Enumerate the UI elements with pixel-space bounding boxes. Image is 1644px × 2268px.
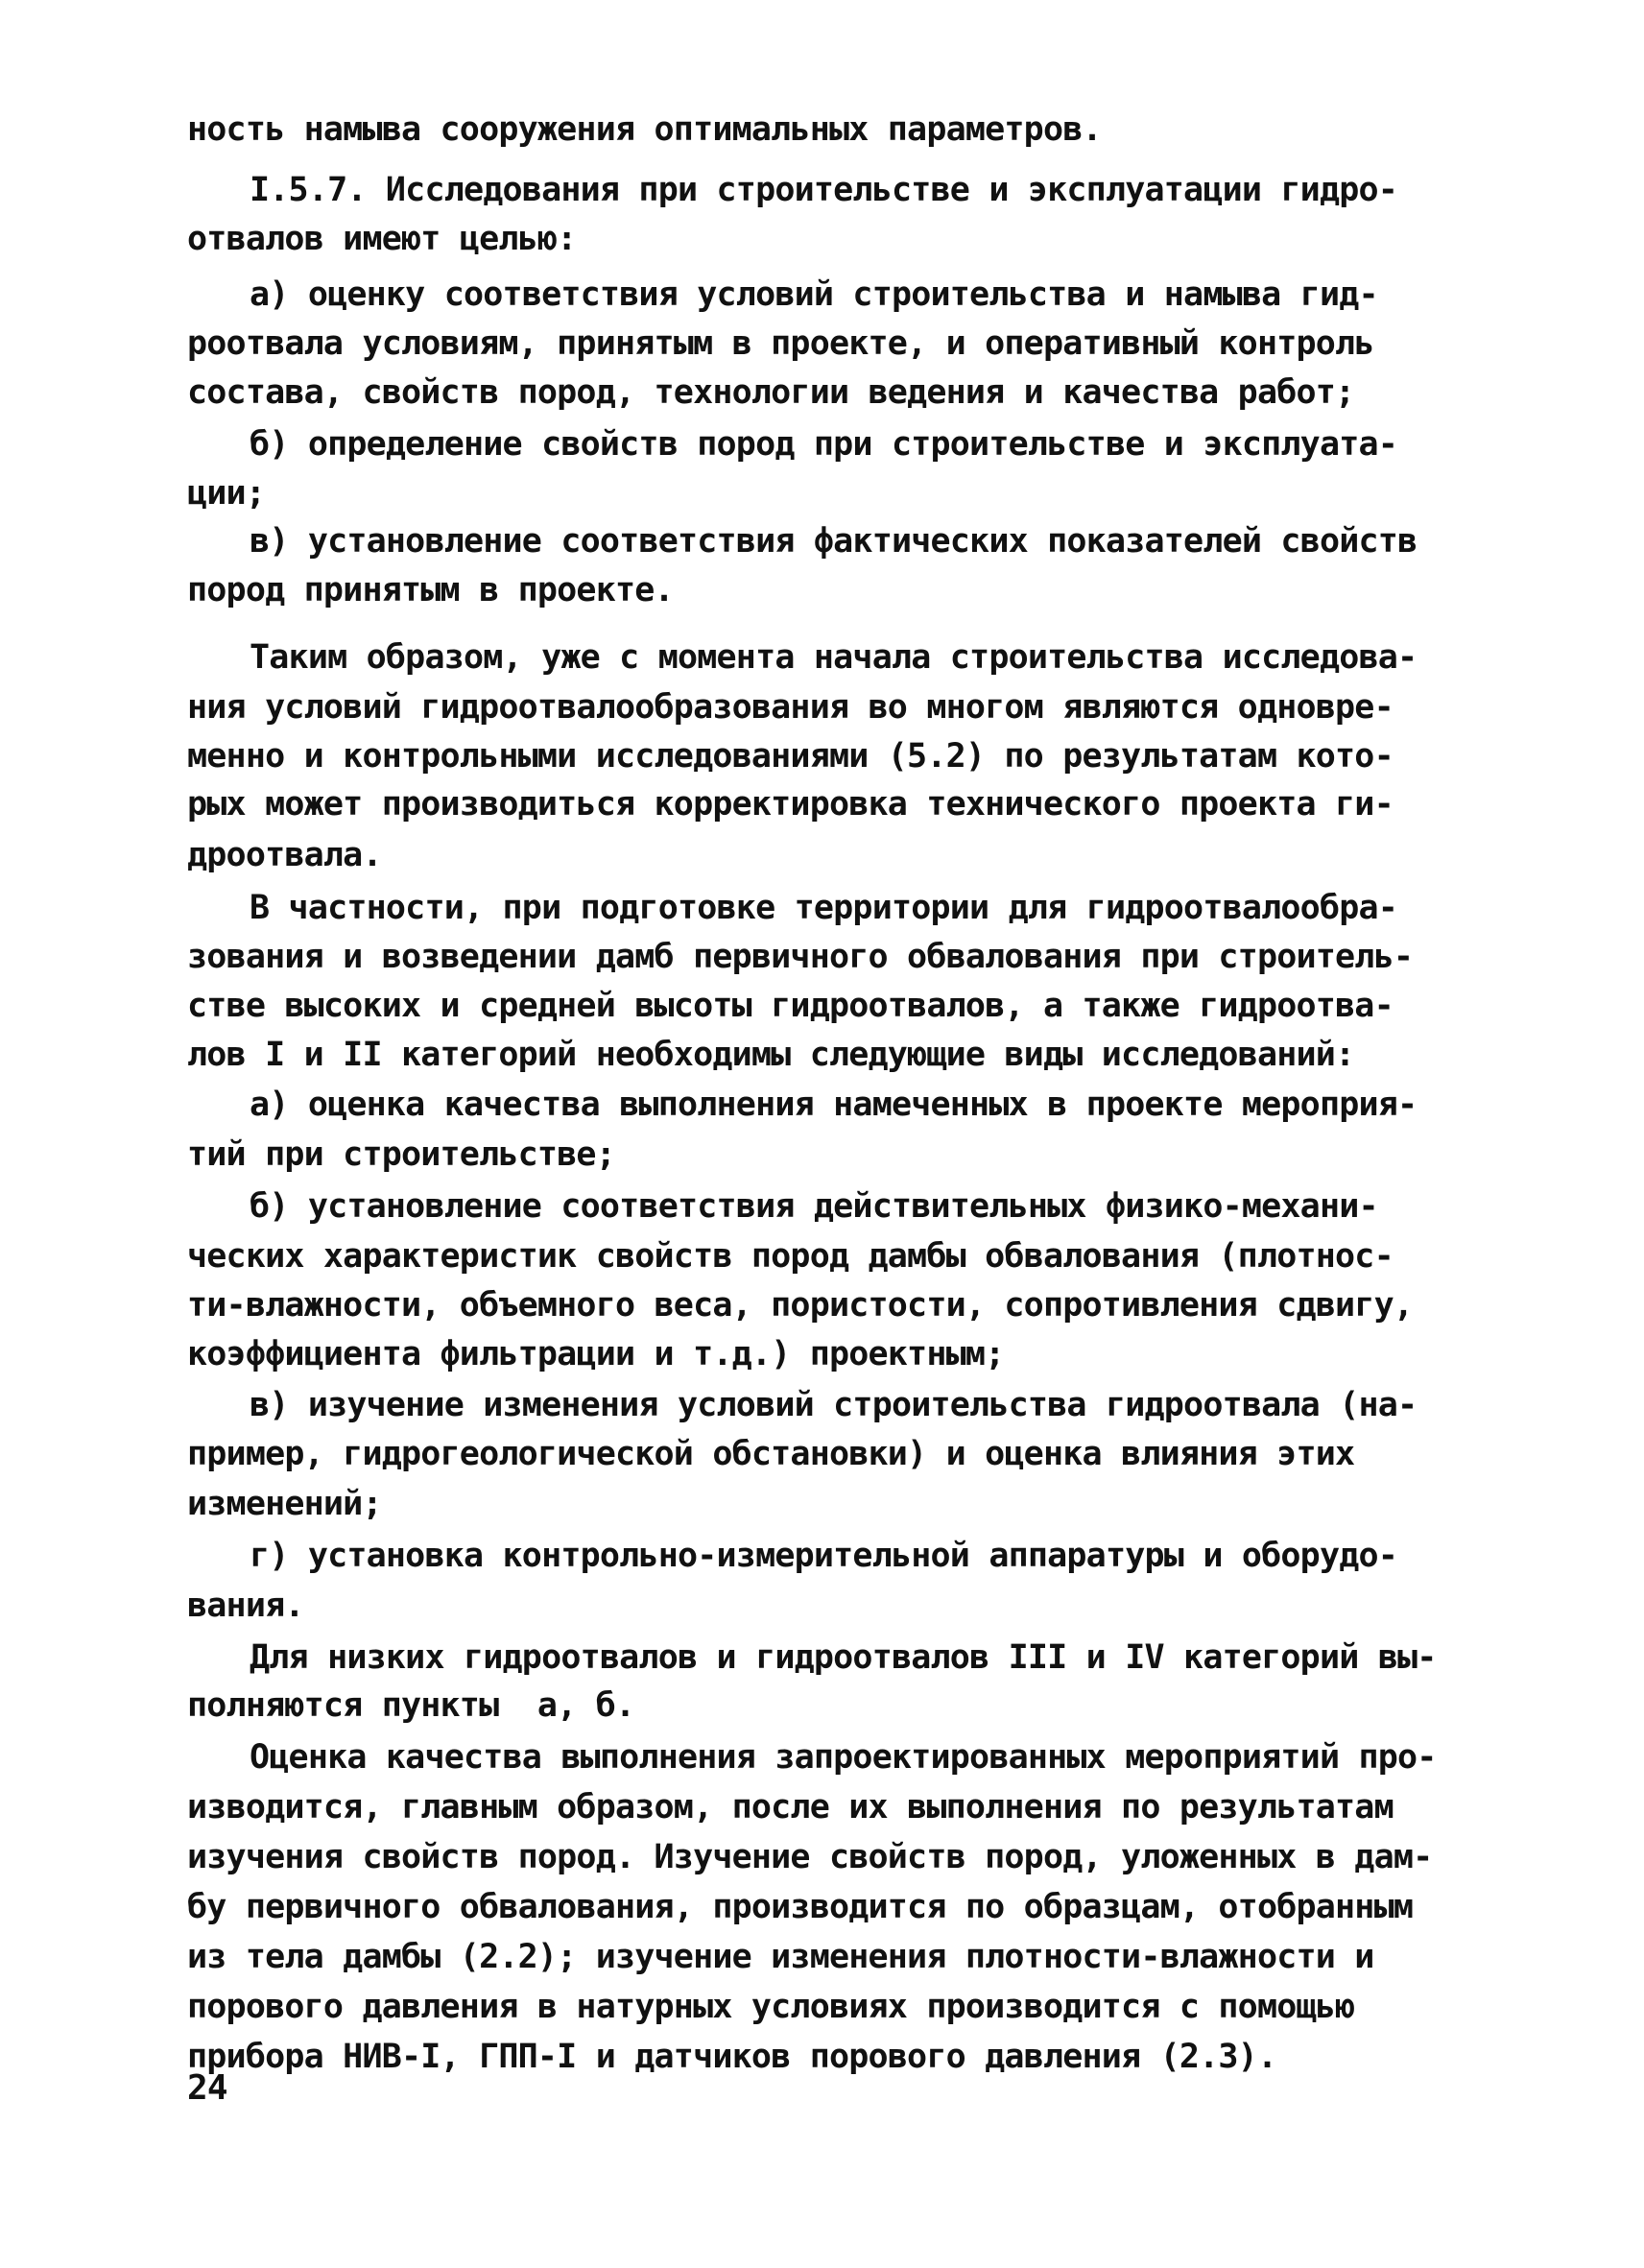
text-line: в) установление соответствия фактических показателей свойств xyxy=(250,522,1418,561)
text-line: г) установка контрольно-измерительной аппаратуры и оборудо- xyxy=(250,1537,1398,1575)
text-line: коэффициента фильтрации и т.д.) проектным; xyxy=(187,1335,1005,1373)
text-line: изводится, главным образом, после их выполнения по результатам xyxy=(187,1788,1394,1826)
text-line: изучения свойств пород. Изучение свойств пород, уложенных в дам- xyxy=(187,1838,1433,1876)
text-line: дроотвала. xyxy=(187,836,382,874)
text-line: пример, гидрогеологической обстановки) и оценка влияния этих xyxy=(187,1435,1355,1473)
text-line: менно и контрольными исследованиями (5.2) по результатам кото- xyxy=(187,737,1394,776)
text-line: б) установление соответствия действительных физико-механи- xyxy=(250,1187,1378,1226)
text-line: Для низких гидроотвалов и гидроотвалов III и IV категорий вы- xyxy=(250,1638,1437,1677)
text-line: роотвала условиям, принятым в проекте, и оперативный контроль xyxy=(187,324,1374,363)
text-line: В частности, при подготовке территории для гидроотвалообра- xyxy=(250,889,1398,927)
text-line: ти-влажности, объемного веса, пористости, сопротивления сдвигу, xyxy=(187,1286,1414,1325)
text-line: б) определение свойств пород при строительстве и эксплуата- xyxy=(250,425,1398,464)
text-line: Таким образом, уже с момента начала строительства исследова- xyxy=(250,638,1418,677)
text-line: полняются пункты а, б. xyxy=(187,1686,635,1725)
text-line: вания. xyxy=(187,1587,304,1625)
text-line: лов I и II категорий необходимы следующие виды исследований: xyxy=(187,1036,1355,1074)
text-line: в) изучение изменения условий строительства гидроотвала (на- xyxy=(250,1386,1418,1424)
text-line: I.5.7. Исследования при строительстве и эксплуатации гидро- xyxy=(250,171,1398,209)
text-line: из тела дамбы (2.2); изучение изменения плотности-влажности и xyxy=(187,1938,1374,1976)
text-line: ния условий гидроотвалообразования во многом являются одновре- xyxy=(187,688,1394,727)
text-line: тий при строительстве; xyxy=(187,1135,615,1174)
text-line: бу первичного обвалования, производится по образцам, отобранным xyxy=(187,1888,1414,1926)
text-line: пород принятым в проекте. xyxy=(187,571,674,609)
text-line: изменений; xyxy=(187,1485,382,1523)
page-number: 24 xyxy=(187,2068,227,2108)
text-line: ческих характеристик свойств пород дамбы обвалования (плотнос- xyxy=(187,1237,1394,1276)
text-line: а) оценку соответствия условий строительства и намыва гид- xyxy=(250,275,1378,314)
text-line: состава, свойств пород, технологии ведения и качества работ; xyxy=(187,373,1355,412)
text-line: зования и возведении дамб первичного обвалования при строитель- xyxy=(187,938,1414,976)
text-line: а) оценка качества выполнения намеченных в проекте мероприя- xyxy=(250,1086,1418,1124)
text-line: стве высоких и средней высоты гидроотвалов, а также гидроотва- xyxy=(187,987,1394,1025)
text-line: рых может производиться корректировка технического проекта ги- xyxy=(187,785,1394,824)
text-line: ность намыва сооружения оптимальных параметров. xyxy=(187,110,1102,149)
text-line: Оценка качества выполнения запроектированных мероприятий про- xyxy=(250,1738,1437,1777)
text-line: прибора НИВ-I, ГПП-I и датчиков порового давления (2.3). xyxy=(187,2038,1277,2076)
text-line: ции; xyxy=(187,474,266,513)
text-line: порового давления в натурных условиях производится с помощью xyxy=(187,1988,1355,2026)
text-line: отвалов имеют целью: xyxy=(187,220,577,258)
